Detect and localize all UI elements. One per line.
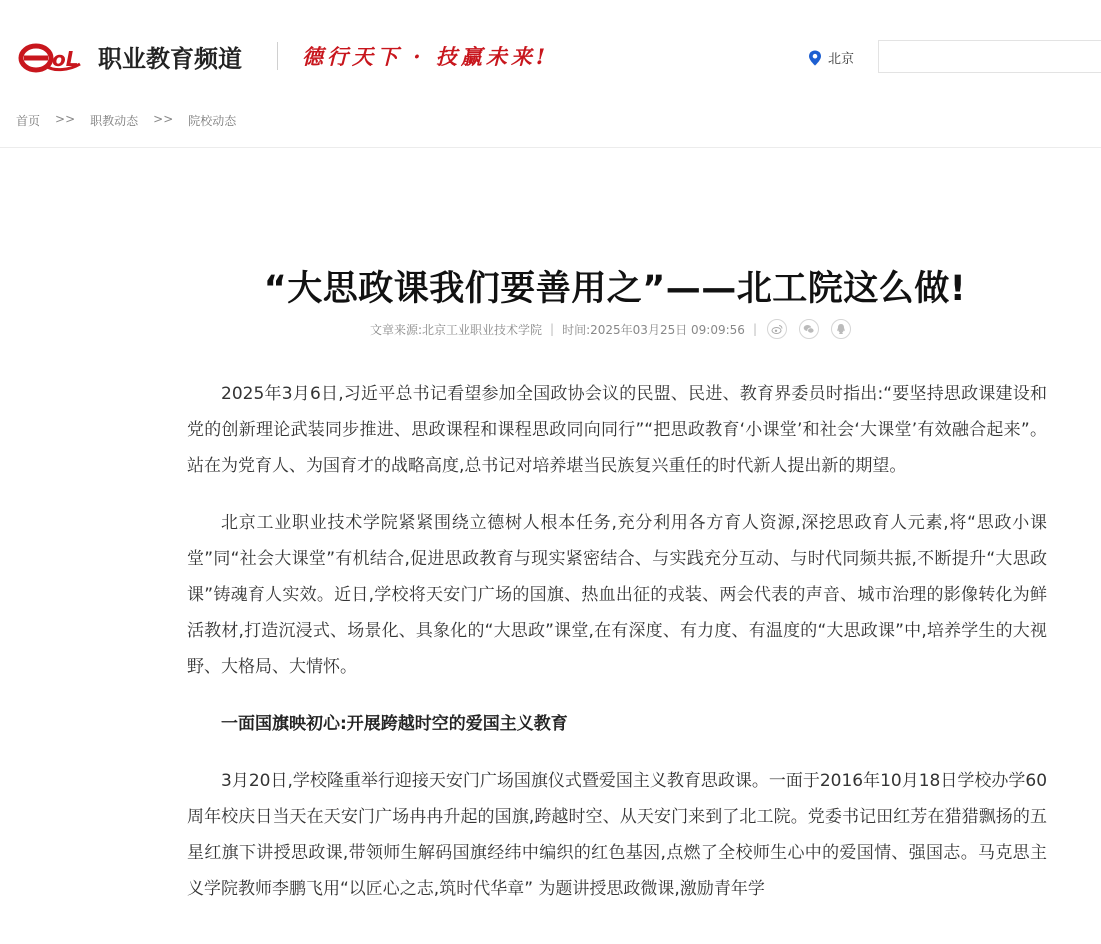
meta-divider: | [752, 322, 757, 336]
site-header [0, 0, 1101, 100]
article-subheading: 一面国旗映初心:开展跨越时空的爱国主义教育 [221, 714, 568, 734]
article-meta [370, 318, 851, 340]
breadcrumb-separator: >> [55, 112, 76, 126]
svg-text:oL: oL [52, 47, 79, 71]
location-selector[interactable] [808, 48, 854, 67]
article-time: 时间:2025年03月25日 09:09:56 [562, 322, 745, 337]
wechat-icon [803, 323, 815, 335]
location-label: 北京 [828, 52, 855, 67]
site-logo[interactable] [18, 36, 242, 76]
search-input[interactable] [879, 41, 1101, 72]
breadcrumb-separator: >> [153, 112, 174, 126]
breadcrumb-home[interactable]: 首页 [16, 114, 41, 128]
breadcrumb-vocational-news[interactable]: 职教动态 [90, 114, 139, 128]
weibo-icon [771, 323, 783, 335]
location-pin-icon [808, 50, 822, 66]
article-body [187, 376, 1047, 928]
site-slogan: 德行天下 · 技赢未来! [302, 44, 550, 69]
header-divider [277, 42, 278, 70]
breadcrumb [16, 112, 236, 129]
qq-icon [835, 323, 847, 335]
channel-name: 职业教育频道 [98, 44, 242, 73]
article-paragraph: 3月20日,学校隆重举行迎接天安门广场国旗仪式暨爱国主义教育思政课。一面于2016年10月18日学校办学60周年校庆日当天在天安门广场冉冉升起的国旗,跨越时空、从天安门来到了北工院。党委书记田红芳在猎猎飘扬的五星红旗下讲授思政课,带领师生解码国旗经纬中编织的红色基因,点燃了全校师生心中的爱国情、强国志。马克思主义学院教师李鹏飞用“以匠心之志,筑时代华章” 为题讲授思政微课,激励青年学 [187, 771, 1048, 899]
share-wechat-button[interactable] [799, 319, 819, 339]
article-source: 文章来源:北京工业职业技术学院 [370, 322, 543, 337]
article-paragraph: 北京工业职业技术学院紧紧围绕立德树人根本任务,充分利用各方育人资源,深挖思政育人元素,将“思政小课堂”同“社会大课堂”有机结合,促进思政教育与现实紧密结合、与实践充分互动、与时代同频共振,不断提升“大思政课”铸魂育人实效。近日,学校将天安门广场的国旗、热血出征的戎装、两会代表的声音、城市治理的影像转化为鲜活教材,打造沉浸式、场景化、具象化的“大思政”课堂,在有深度、有力度、有温度的“大思政课”中,培养学生的大视野、大格局、大情怀。 [187, 513, 1047, 677]
share-qq-button[interactable] [831, 319, 851, 339]
meta-divider: | [550, 322, 555, 336]
breadcrumb-divider [0, 147, 1101, 148]
eol-logo-icon [18, 36, 94, 76]
article-paragraph: 2025年3月6日,习近平总书记看望参加全国政协会议的民盟、民进、教育界委员时指出:“要坚持思政课建设和党的创新理论武装同步推进、思政课程和课程思政同向同行”“把思政教育‘小课堂’和社会‘大课堂’有效融合起来”。站在为党育人、为国育才的战略高度,总书记对培养堪当民族复兴重任的时代新人提出新的期望。 [187, 384, 1047, 476]
share-weibo-button[interactable] [767, 319, 787, 339]
search-box[interactable] [878, 40, 1101, 73]
article-title: “大思政课我们要善用之”——北工院这么做! [263, 269, 967, 310]
breadcrumb-school-news[interactable]: 院校动态 [188, 114, 237, 128]
